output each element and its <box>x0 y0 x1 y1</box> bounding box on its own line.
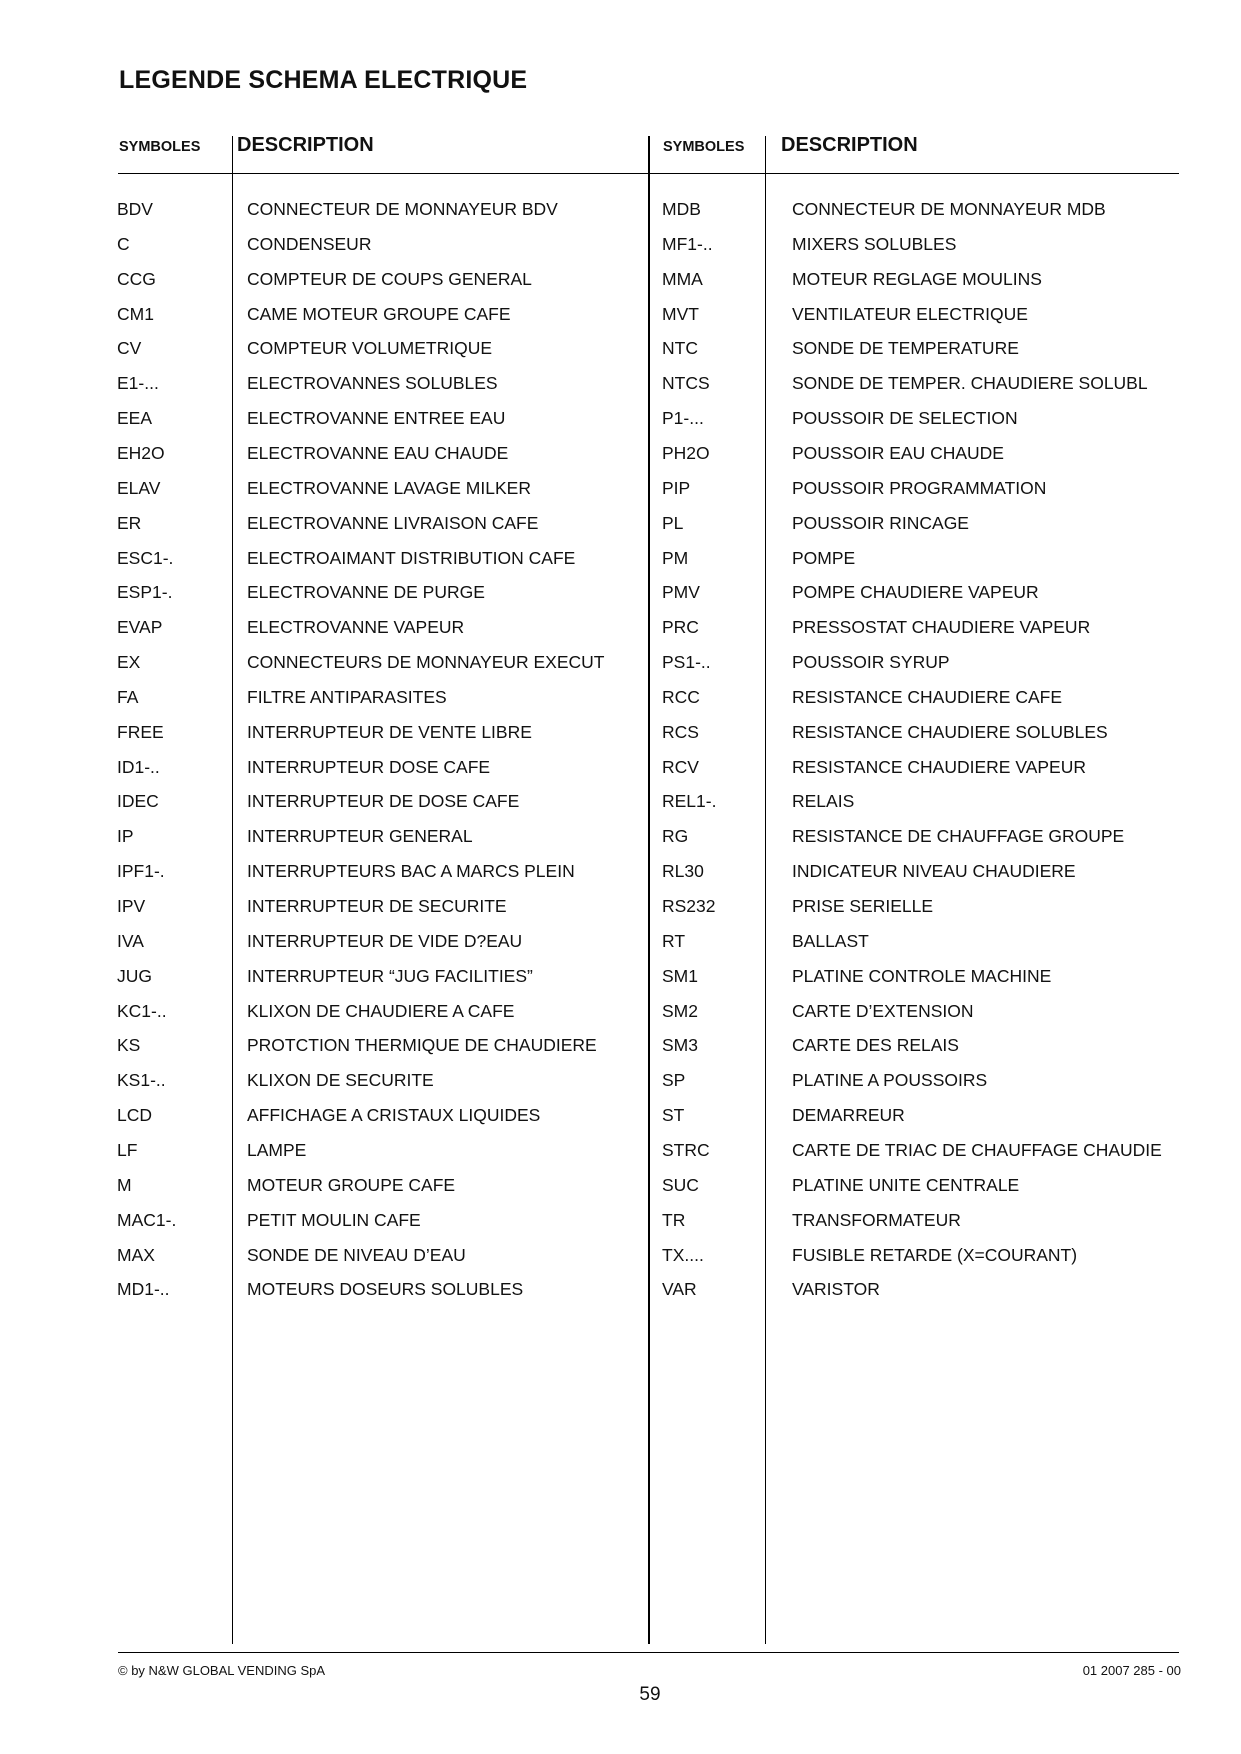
legend-symbol: CCG <box>117 268 156 289</box>
legend-description: KLIXON DE CHAUDIERE A CAFE <box>247 1000 515 1021</box>
legend-description: INTERRUPTEUR DE DOSE CAFE <box>247 791 520 812</box>
legend-description: DEMARREUR <box>792 1105 905 1126</box>
legend-symbol: M <box>117 1174 132 1195</box>
legend-symbol: SM3 <box>662 1035 698 1056</box>
right-column-divider <box>765 136 766 1644</box>
legend-symbol: SM2 <box>662 1000 698 1021</box>
legend-symbol: RCC <box>662 686 700 707</box>
legend-symbol: KC1-.. <box>117 1000 167 1021</box>
legend-description: ELECTROVANNE DE PURGE <box>247 582 485 603</box>
legend-description: PRESSOSTAT CHAUDIERE VAPEUR <box>792 617 1091 638</box>
legend-description: RELAIS <box>792 791 855 812</box>
legend-description: ELECTROVANNE LAVAGE MILKER <box>247 477 531 498</box>
legend-description: PRISE SERIELLE <box>792 896 934 916</box>
legend-symbol: TR <box>662 1209 686 1230</box>
legend-symbol: ESC1-. <box>117 547 174 568</box>
legend-description: ELECTROVANNES SOLUBLES <box>247 373 498 394</box>
legend-symbol: BDV <box>117 199 153 219</box>
legend-description: MOTEUR GROUPE CAFE <box>247 1174 456 1195</box>
legend-symbol: C <box>117 233 130 254</box>
legend-description: SONDE DE TEMPER. CHAUDIERE SOLUBL <box>792 373 1148 394</box>
page-number: 59 <box>639 1684 661 1705</box>
legend-symbol: PL <box>662 512 684 533</box>
legend-description: POUSSOIR EAU CHAUDE <box>792 442 1004 463</box>
legend-description: PLATINE CONTROLE MACHINE <box>792 965 1052 986</box>
legend-symbol: EX <box>117 652 141 673</box>
legend-description: INTERRUPTEUR GENERAL <box>247 826 473 847</box>
legend-symbol: MAX <box>117 1244 155 1265</box>
legend-symbol: PIP <box>662 477 691 498</box>
legend-symbol: PM <box>662 547 689 568</box>
legend-symbol: PS1-.. <box>662 652 711 673</box>
legend-description: ELECTROVANNE VAPEUR <box>247 617 465 638</box>
legend-symbol: MVT <box>662 303 699 324</box>
document-code: 01 2007 285 - 00 <box>1082 1663 1181 1678</box>
legend-symbol: P1-... <box>662 408 704 429</box>
legend-description: VARISTOR <box>792 1279 880 1300</box>
legend-symbol: MDB <box>662 199 701 219</box>
legend-description: COMPTEUR DE COUPS GENERAL <box>247 268 532 289</box>
right-description-header: DESCRIPTION <box>781 134 918 156</box>
legend-symbol: VAR <box>662 1279 697 1300</box>
legend-description: RESISTANCE CHAUDIERE SOLUBLES <box>792 721 1108 742</box>
legend-description: POMPE <box>792 547 856 568</box>
legend-symbol: SP <box>662 1070 686 1091</box>
legend-symbol: ESP1-. <box>117 582 173 603</box>
legend-symbol: IP <box>117 826 134 847</box>
legend-symbol: MF1-.. <box>662 233 713 254</box>
legend-description: POUSSOIR RINCAGE <box>792 512 969 533</box>
legend-symbol: RT <box>662 930 686 951</box>
legend-symbol: KS <box>117 1035 141 1056</box>
legend-symbol: MD1-.. <box>117 1279 170 1300</box>
legend-description: INDICATEUR NIVEAU CHAUDIERE <box>792 861 1076 882</box>
legend-symbol: PRC <box>662 617 699 638</box>
legend-symbol: NTC <box>662 338 698 359</box>
legend-symbol: MMA <box>662 268 703 289</box>
legend-symbol: PH2O <box>662 442 710 463</box>
legend-description: MIXERS SOLUBLES <box>792 233 957 254</box>
legend-description: POUSSOIR DE SELECTION <box>792 408 1018 429</box>
legend-symbol: NTCS <box>662 373 710 394</box>
legend-symbol: SUC <box>662 1174 699 1195</box>
legend-symbol: RL30 <box>662 861 704 882</box>
legend-symbol: ID1-.. <box>117 756 160 777</box>
legend-symbol: JUG <box>117 965 152 986</box>
copyright-text: © by N&W GLOBAL VENDING SpA <box>118 1663 326 1678</box>
legend-symbol: ELAV <box>117 477 161 498</box>
legend-symbol: IPV <box>117 896 146 916</box>
legend-symbol: RCV <box>662 756 699 777</box>
footer-divider <box>118 1652 1179 1653</box>
legend-description: MOTEUR REGLAGE MOULINS <box>792 268 1042 289</box>
legend-description: CARTE DE TRIAC DE CHAUFFAGE CHAUDIE <box>792 1139 1162 1160</box>
legend-description: CONNECTEUR DE MONNAYEUR MDB <box>792 199 1106 219</box>
legend-description: INTERRUPTEUR DE SECURITE <box>247 896 507 916</box>
legend-description: POUSSOIR PROGRAMMATION <box>792 477 1047 498</box>
legend-description: RESISTANCE CHAUDIERE CAFE <box>792 686 1062 707</box>
right-symbols-header: SYMBOLES <box>663 139 745 155</box>
legend-symbol: STRC <box>662 1139 710 1160</box>
legend-description: LAMPE <box>247 1139 307 1160</box>
legend-description: INTERRUPTEURS BAC A MARCS PLEIN <box>247 861 575 882</box>
legend-symbol: E1-... <box>117 373 159 394</box>
legend-description: CONDENSEUR <box>247 233 372 254</box>
legend-symbol: RG <box>662 826 689 847</box>
legend-description: INTERRUPTEUR “JUG FACILITIES” <box>247 965 533 986</box>
left-column-divider <box>232 136 233 1644</box>
legend-description: INTERRUPTEUR DOSE CAFE <box>247 756 491 777</box>
legend-symbol: FA <box>117 686 139 707</box>
legend-symbol: KS1-.. <box>117 1070 166 1091</box>
legend-symbol: IVA <box>117 930 144 951</box>
legend-description: PLATINE UNITE CENTRALE <box>792 1174 1020 1195</box>
legend-description: TRANSFORMATEUR <box>792 1209 961 1230</box>
legend-description: RESISTANCE DE CHAUFFAGE GROUPE <box>792 826 1125 847</box>
legend-description: FUSIBLE RETARDE (X=COURANT) <box>792 1244 1078 1265</box>
legend-symbol: IDEC <box>117 791 159 812</box>
page-title: LEGENDE SCHEMA ELECTRIQUE <box>119 66 528 94</box>
legend-description: PETIT MOULIN CAFE <box>247 1209 421 1230</box>
legend-symbol: EVAP <box>117 617 163 638</box>
legend-symbol: LCD <box>117 1105 153 1126</box>
legend-symbol: REL1-. <box>662 791 717 812</box>
left-description-header: DESCRIPTION <box>237 134 374 156</box>
legend-description: KLIXON DE SECURITE <box>247 1070 434 1091</box>
legend-symbol: CV <box>117 338 142 359</box>
legend-description: CARTE DES RELAIS <box>792 1035 959 1056</box>
legend-symbol: CM1 <box>117 303 154 324</box>
legend-symbol: FREE <box>117 721 164 742</box>
center-column-divider <box>648 136 650 1644</box>
legend-description: VENTILATEUR ELECTRIQUE <box>792 303 1028 324</box>
legend-symbol: ST <box>662 1105 685 1126</box>
legend-symbol: RCS <box>662 721 699 742</box>
legend-symbol: EH2O <box>117 442 165 463</box>
legend-description: SONDE DE NIVEAU D’EAU <box>247 1244 466 1265</box>
legend-symbol: PMV <box>662 582 700 603</box>
legend-description: FILTRE ANTIPARASITES <box>247 686 447 707</box>
left-symbols-header: SYMBOLES <box>119 139 201 155</box>
legend-description: INTERRUPTEUR DE VENTE LIBRE <box>247 721 532 742</box>
legend-description: PLATINE A POUSSOIRS <box>792 1070 988 1091</box>
legend-description: AFFICHAGE A CRISTAUX LIQUIDES <box>247 1105 541 1126</box>
legend-description: ELECTROVANNE LIVRAISON CAFE <box>247 512 539 533</box>
legend-description: COMPTEUR VOLUMETRIQUE <box>247 338 493 359</box>
legend-symbol: IPF1-. <box>117 861 165 882</box>
legend-symbol: LF <box>117 1139 138 1160</box>
legend-description: SONDE DE TEMPERATURE <box>792 338 1019 359</box>
legend-symbol: TX.... <box>662 1244 704 1265</box>
legend-symbol: MAC1-. <box>117 1209 177 1230</box>
legend-symbol: SM1 <box>662 965 698 986</box>
legend-description: BALLAST <box>792 930 869 951</box>
legend-description: PROTCTION THERMIQUE DE CHAUDIERE <box>247 1035 597 1056</box>
legend-description: CONNECTEURS DE MONNAYEUR EXECUT <box>247 652 605 673</box>
legend-description: POMPE CHAUDIERE VAPEUR <box>792 582 1039 603</box>
legend-description: POUSSOIR SYRUP <box>792 652 950 673</box>
legend-description: MOTEURS DOSEURS SOLUBLES <box>247 1279 524 1300</box>
legend-symbol: EEA <box>117 408 153 429</box>
legend-description: ELECTROVANNE EAU CHAUDE <box>247 442 509 463</box>
legend-description: CONNECTEUR DE MONNAYEUR BDV <box>247 199 558 219</box>
legend-description: ELECTROAIMANT DISTRIBUTION CAFE <box>247 547 576 568</box>
legend-symbol: ER <box>117 512 142 533</box>
legend-description: CAME MOTEUR GROUPE CAFE <box>247 303 511 324</box>
legend-description: INTERRUPTEUR DE VIDE D?EAU <box>247 930 523 951</box>
legend-description: RESISTANCE CHAUDIERE VAPEUR <box>792 756 1086 777</box>
legend-description: ELECTROVANNE ENTREE EAU <box>247 408 506 429</box>
legend-description: CARTE D’EXTENSION <box>792 1000 974 1021</box>
legend-symbol: RS232 <box>662 896 716 916</box>
